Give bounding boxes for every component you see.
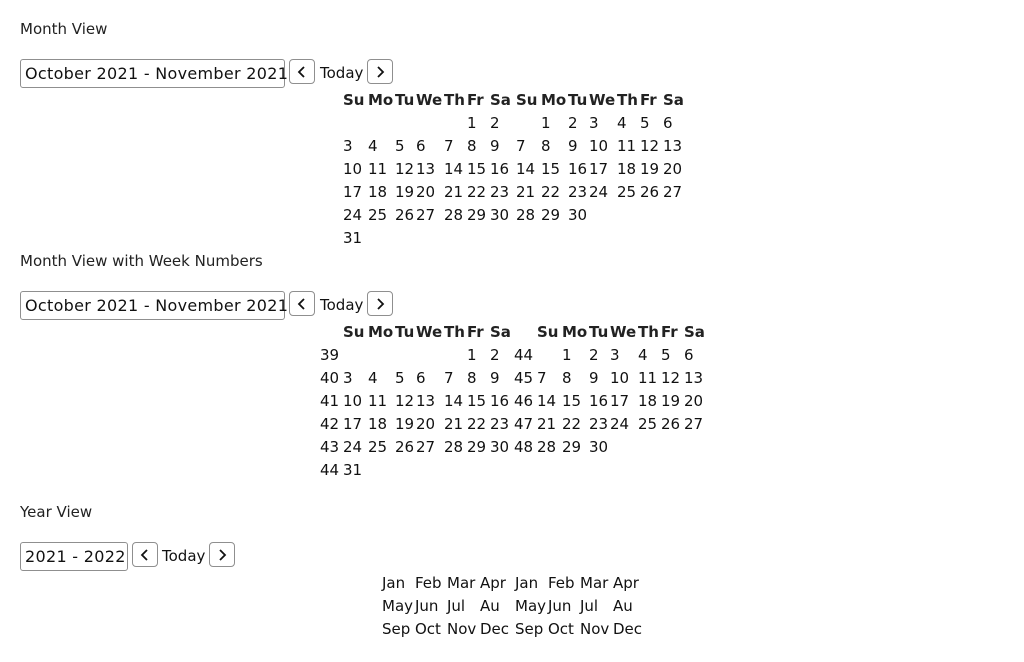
weekday-header: Su xyxy=(537,323,559,341)
year-view-range-input[interactable]: 2021 - 2022 xyxy=(20,542,128,571)
day-cell[interactable]: 27 xyxy=(663,183,683,201)
day-cell[interactable]: 27 xyxy=(416,206,436,224)
day-cell[interactable]: 30 xyxy=(568,206,588,224)
month-view-week-numbers-title: Month View with Week Numbers xyxy=(20,252,263,270)
weekday-header: Mo xyxy=(541,91,567,109)
day-cell[interactable]: 21 xyxy=(444,415,464,433)
weekday-header: Sa xyxy=(684,323,705,341)
week-number: 46 xyxy=(514,392,534,410)
day-cell[interactable]: 20 xyxy=(663,160,683,178)
day-cell[interactable]: 29 xyxy=(467,206,487,224)
day-cell[interactable]: 27 xyxy=(416,438,436,456)
year-view-today-button[interactable]: Today xyxy=(162,547,206,565)
day-cell[interactable]: 16 xyxy=(490,392,510,410)
day-cell[interactable]: 14 xyxy=(444,392,464,410)
day-cell[interactable]: 25 xyxy=(617,183,637,201)
week-number: 41 xyxy=(320,392,340,410)
day-cell[interactable]: 1 xyxy=(467,346,477,364)
day-cell[interactable]: 9 xyxy=(589,369,599,387)
day-cell[interactable]: 17 xyxy=(343,183,363,201)
day-cell[interactable]: 18 xyxy=(368,415,388,433)
day-cell[interactable]: 8 xyxy=(467,137,477,155)
weekday-header: Fr xyxy=(661,323,678,341)
day-cell[interactable]: 3 xyxy=(343,137,353,155)
day-cell[interactable]: 8 xyxy=(541,137,551,155)
day-cell[interactable]: 17 xyxy=(610,392,630,410)
day-cell[interactable]: 28 xyxy=(444,206,464,224)
weekday-header: We xyxy=(589,91,616,109)
weekday-header: Tu xyxy=(589,323,609,341)
day-cell[interactable]: 12 xyxy=(395,160,415,178)
day-cell[interactable]: 3 xyxy=(343,369,353,387)
week-number: 44 xyxy=(320,461,340,479)
month-cell[interactable]: Jul xyxy=(447,597,466,615)
day-cell[interactable]: 18 xyxy=(638,392,658,410)
week-number: 40 xyxy=(320,369,340,387)
day-cell[interactable]: 16 xyxy=(589,392,609,410)
day-cell[interactable]: 18 xyxy=(368,183,388,201)
week-number: 47 xyxy=(514,415,534,433)
day-cell[interactable]: 11 xyxy=(368,160,388,178)
day-cell[interactable]: 14 xyxy=(444,160,464,178)
month-cell[interactable]: Nov xyxy=(580,620,610,638)
day-cell[interactable]: 24 xyxy=(610,415,630,433)
day-cell[interactable]: 1 xyxy=(467,114,477,132)
weekday-header: We xyxy=(416,91,443,109)
day-cell[interactable]: 5 xyxy=(661,346,671,364)
weekday-header: Su xyxy=(343,91,365,109)
day-cell[interactable]: 28 xyxy=(444,438,464,456)
day-cell[interactable]: 10 xyxy=(589,137,609,155)
day-cell[interactable]: 21 xyxy=(516,183,536,201)
day-cell[interactable]: 11 xyxy=(368,392,388,410)
day-cell[interactable]: 5 xyxy=(395,369,405,387)
day-cell[interactable]: 1 xyxy=(562,346,572,364)
week-number: 45 xyxy=(514,369,534,387)
month-cell[interactable]: Oct xyxy=(548,620,574,638)
weekday-header: Fr xyxy=(467,323,484,341)
month-cell[interactable]: Dec xyxy=(480,620,510,638)
month-cell[interactable]: May xyxy=(382,597,414,615)
month-cell[interactable]: Au xyxy=(613,597,633,615)
day-cell[interactable]: 24 xyxy=(343,206,363,224)
month-cell[interactable]: Apr xyxy=(613,574,639,592)
day-cell[interactable]: 10 xyxy=(343,160,363,178)
month-view-prev-button[interactable] xyxy=(289,59,315,84)
day-cell[interactable]: 17 xyxy=(589,160,609,178)
weekday-header: Th xyxy=(638,323,659,341)
month-cell[interactable]: Oct xyxy=(415,620,441,638)
month-cell[interactable]: Sep xyxy=(515,620,544,638)
day-cell[interactable]: 6 xyxy=(684,346,694,364)
day-cell[interactable]: 24 xyxy=(343,438,363,456)
day-cell[interactable]: 2 xyxy=(490,114,500,132)
day-cell[interactable]: 12 xyxy=(640,137,660,155)
day-cell[interactable]: 16 xyxy=(568,160,588,178)
day-cell[interactable]: 14 xyxy=(516,160,536,178)
day-cell[interactable]: 3 xyxy=(610,346,620,364)
chevron-left-icon xyxy=(297,66,307,78)
day-cell[interactable]: 22 xyxy=(562,415,582,433)
day-cell[interactable]: 13 xyxy=(416,392,436,410)
day-cell[interactable]: 26 xyxy=(395,438,415,456)
day-cell[interactable]: 30 xyxy=(490,206,510,224)
day-cell[interactable]: 25 xyxy=(368,206,388,224)
day-cell[interactable]: 26 xyxy=(661,415,681,433)
day-cell[interactable]: 25 xyxy=(638,415,658,433)
day-cell[interactable]: 13 xyxy=(416,160,436,178)
day-cell[interactable]: 29 xyxy=(467,438,487,456)
month-view-next-button[interactable] xyxy=(367,59,393,84)
day-cell[interactable]: 26 xyxy=(640,183,660,201)
month-view-title: Month View xyxy=(20,20,108,38)
day-cell[interactable]: 19 xyxy=(395,183,415,201)
day-cell[interactable]: 11 xyxy=(617,137,637,155)
day-cell[interactable]: 22 xyxy=(467,183,487,201)
chevron-right-icon xyxy=(375,298,385,310)
day-cell[interactable]: 10 xyxy=(343,392,363,410)
day-cell[interactable]: 18 xyxy=(617,160,637,178)
month-view-week-numbers-prev-button[interactable] xyxy=(289,291,315,316)
month-cell[interactable]: Jul xyxy=(580,597,599,615)
month-view-today-button[interactable]: Today xyxy=(320,64,364,82)
day-cell[interactable]: 7 xyxy=(516,137,526,155)
day-cell[interactable]: 27 xyxy=(684,415,704,433)
day-cell[interactable]: 12 xyxy=(661,369,681,387)
chevron-left-icon xyxy=(297,298,307,310)
weekday-header: Mo xyxy=(368,323,394,341)
day-cell[interactable]: 23 xyxy=(589,415,609,433)
month-cell[interactable]: Mar xyxy=(580,574,609,592)
month-cell[interactable]: Sep xyxy=(382,620,411,638)
day-cell[interactable]: 4 xyxy=(368,137,378,155)
weekday-header: Sa xyxy=(663,91,684,109)
weekday-header: Su xyxy=(516,91,538,109)
year-view-next-button[interactable] xyxy=(209,542,235,567)
weekday-header: Th xyxy=(617,91,638,109)
day-cell[interactable]: 20 xyxy=(684,392,704,410)
day-cell[interactable]: 11 xyxy=(638,369,658,387)
weekday-header: Th xyxy=(444,91,465,109)
day-cell[interactable]: 19 xyxy=(661,392,681,410)
day-cell[interactable]: 8 xyxy=(562,369,572,387)
month-cell[interactable]: Au xyxy=(480,597,500,615)
day-cell[interactable]: 21 xyxy=(537,415,557,433)
day-cell[interactable]: 8 xyxy=(467,369,477,387)
day-cell[interactable]: 13 xyxy=(663,137,683,155)
week-number: 39 xyxy=(320,346,340,364)
weekday-header: Mo xyxy=(368,91,394,109)
weekday-header: We xyxy=(416,323,443,341)
year-view-title: Year View xyxy=(20,503,93,521)
weekday-header: Mo xyxy=(562,323,588,341)
day-cell[interactable]: 22 xyxy=(541,183,561,201)
day-cell[interactable]: 7 xyxy=(444,369,454,387)
weekday-header: Tu xyxy=(395,323,415,341)
day-cell[interactable]: 23 xyxy=(568,183,588,201)
day-cell[interactable]: 21 xyxy=(444,183,464,201)
day-cell[interactable]: 4 xyxy=(368,369,378,387)
day-cell[interactable]: 7 xyxy=(444,137,454,155)
day-cell[interactable]: 30 xyxy=(490,438,510,456)
month-cell[interactable]: Apr xyxy=(480,574,506,592)
day-cell[interactable]: 26 xyxy=(395,206,415,224)
month-cell[interactable]: May xyxy=(515,597,547,615)
day-cell[interactable]: 28 xyxy=(516,206,536,224)
day-cell[interactable]: 7 xyxy=(537,369,547,387)
day-cell[interactable]: 2 xyxy=(490,346,500,364)
week-number: 48 xyxy=(514,438,534,456)
day-cell[interactable]: 20 xyxy=(416,183,436,201)
day-cell[interactable]: 6 xyxy=(416,137,426,155)
day-cell[interactable]: 17 xyxy=(343,415,363,433)
weekday-header: Sa xyxy=(490,323,511,341)
month-cell[interactable]: Jan xyxy=(382,574,406,592)
year-view-prev-button[interactable] xyxy=(132,542,158,567)
day-cell[interactable]: 24 xyxy=(589,183,609,201)
day-cell[interactable]: 4 xyxy=(617,114,627,132)
day-cell[interactable]: 12 xyxy=(395,392,415,410)
month-cell[interactable]: Dec xyxy=(613,620,643,638)
week-number: 42 xyxy=(320,415,340,433)
day-cell[interactable]: 5 xyxy=(395,137,405,155)
month-cell[interactable]: Feb xyxy=(415,574,442,592)
day-cell[interactable]: 31 xyxy=(343,461,363,479)
month-cell[interactable]: Nov xyxy=(447,620,477,638)
day-cell[interactable]: 15 xyxy=(541,160,561,178)
month-cell[interactable]: Jan xyxy=(515,574,539,592)
day-cell[interactable]: 31 xyxy=(343,229,363,247)
month-cell[interactable]: Feb xyxy=(548,574,575,592)
day-cell[interactable]: 3 xyxy=(589,114,599,132)
day-cell[interactable]: 15 xyxy=(467,392,487,410)
day-cell[interactable]: 29 xyxy=(562,438,582,456)
weekday-header: Fr xyxy=(640,91,657,109)
day-cell[interactable]: 5 xyxy=(640,114,650,132)
day-cell[interactable]: 30 xyxy=(589,438,609,456)
day-cell[interactable]: 19 xyxy=(640,160,660,178)
month-view-range-input[interactable]: October 2021 - November 2021 xyxy=(20,59,285,88)
day-cell[interactable]: 23 xyxy=(490,415,510,433)
month-cell[interactable]: Jun xyxy=(415,597,439,615)
day-cell[interactable]: 1 xyxy=(541,114,551,132)
month-view-week-numbers-range-input[interactable]: October 2021 - November 2021 xyxy=(20,291,285,320)
day-cell[interactable]: 6 xyxy=(416,369,426,387)
weekday-header: We xyxy=(610,323,637,341)
day-cell[interactable]: 9 xyxy=(490,137,500,155)
weekday-header: Tu xyxy=(395,91,415,109)
day-cell[interactable]: 22 xyxy=(467,415,487,433)
day-cell[interactable]: 20 xyxy=(416,415,436,433)
day-cell[interactable]: 4 xyxy=(638,346,648,364)
day-cell[interactable]: 9 xyxy=(490,369,500,387)
chevron-right-icon xyxy=(375,66,385,78)
week-number: 44 xyxy=(514,346,534,364)
day-cell[interactable]: 25 xyxy=(368,438,388,456)
weekday-header: Th xyxy=(444,323,465,341)
month-view-week-numbers-next-button[interactable] xyxy=(367,291,393,316)
month-cell[interactable]: Jun xyxy=(548,597,572,615)
day-cell[interactable]: 15 xyxy=(467,160,487,178)
day-cell[interactable]: 2 xyxy=(589,346,599,364)
day-cell[interactable]: 19 xyxy=(395,415,415,433)
day-cell[interactable]: 14 xyxy=(537,392,557,410)
chevron-right-icon xyxy=(217,549,227,561)
day-cell[interactable]: 9 xyxy=(568,137,578,155)
weekday-header: Fr xyxy=(467,91,484,109)
day-cell[interactable]: 2 xyxy=(568,114,578,132)
day-cell[interactable]: 10 xyxy=(610,369,630,387)
day-cell[interactable]: 29 xyxy=(541,206,561,224)
day-cell[interactable]: 23 xyxy=(490,183,510,201)
day-cell[interactable]: 16 xyxy=(490,160,510,178)
weekday-header: Tu xyxy=(568,91,588,109)
month-view-week-numbers-today-button[interactable]: Today xyxy=(320,296,364,314)
day-cell[interactable]: 6 xyxy=(663,114,673,132)
day-cell[interactable]: 28 xyxy=(537,438,557,456)
weekday-header: Sa xyxy=(490,91,511,109)
day-cell[interactable]: 13 xyxy=(684,369,704,387)
weekday-header: Su xyxy=(343,323,365,341)
chevron-left-icon xyxy=(140,549,150,561)
day-cell[interactable]: 15 xyxy=(562,392,582,410)
week-number: 43 xyxy=(320,438,340,456)
month-cell[interactable]: Mar xyxy=(447,574,476,592)
